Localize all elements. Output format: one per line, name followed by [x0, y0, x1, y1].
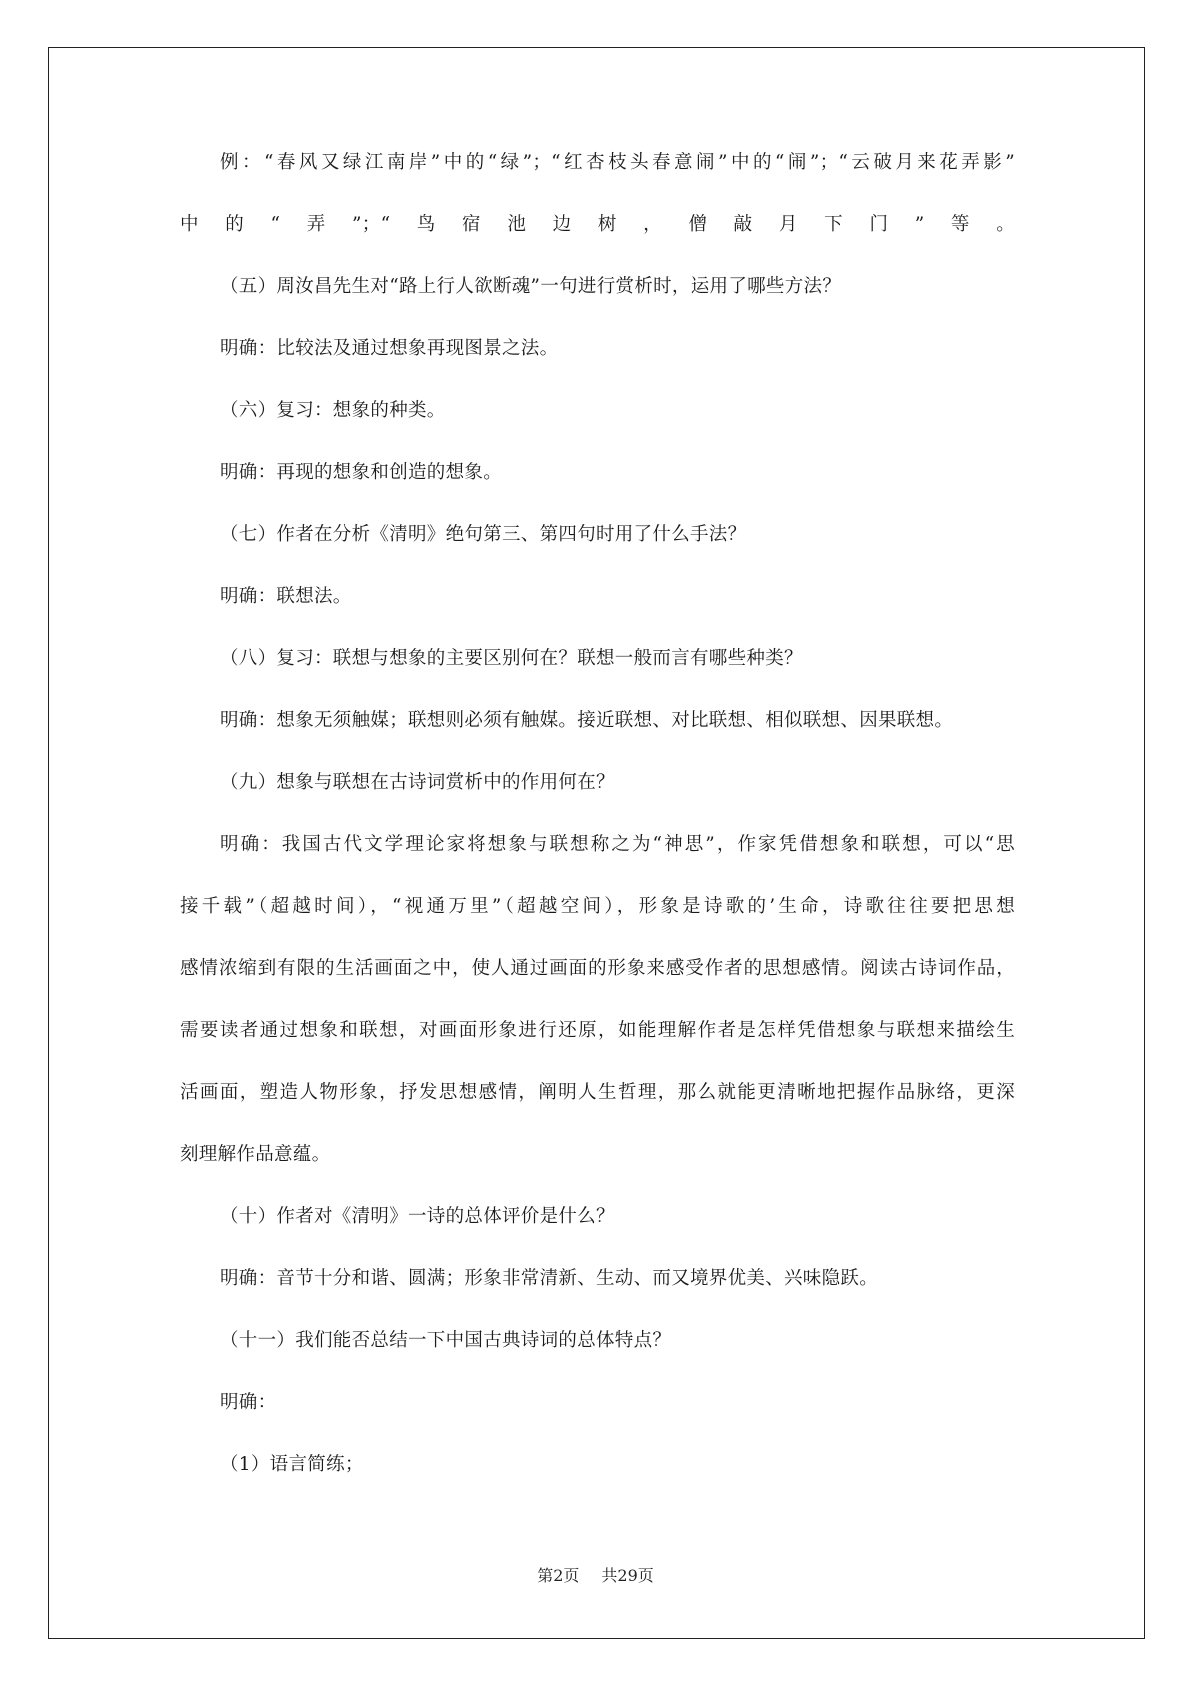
list-item: （1）语言简练； [220, 1454, 364, 1475]
question-line: （八）复习：联想与想象的主要区别何在？联想一般而言有哪些种类？ [220, 648, 803, 669]
question-line: （十）作者对《清明》一诗的总体评价是什么？ [220, 1206, 615, 1227]
paragraph-line: 例：“春风又绿江南岸”中的“绿”；“红杏枝头春意闹”中的“闹”；“云破月来花弄影” [220, 152, 1015, 173]
answer-line: 明确：比较法及通过想象再现图景之法。 [220, 338, 559, 359]
paragraph-line: 感情浓缩到有限的生活画面之中，使人通过画面的形象来感受作者的思想感情。阅读古诗词作品， [180, 958, 1015, 979]
answer-line: 明确：再现的想象和创造的想象。 [220, 462, 503, 483]
page-number: 第2页 [537, 1566, 580, 1585]
page-footer [0, 1565, 1191, 1587]
paragraph-line: 需要读者通过想象和联想，对画面形象进行还原，如能理解作者是怎样凭借想象与联想来描绘生 [180, 1020, 1015, 1041]
page-total: 共29页 [601, 1566, 654, 1585]
paragraph-line: 接千载”（超越时间），“视通万里”（超越空间），形象是诗歌的’生命，诗歌往往要把思想 [180, 896, 1015, 917]
paragraph-line: 中的“弄”；“鸟宿池边树，僧敲月下门”等。 [180, 214, 1015, 235]
answer-line: 明确：音节十分和谐、圆满；形象非常清新、生动、而又境界优美、兴味隐跃。 [220, 1268, 879, 1289]
question-line: （六）复习：想象的种类。 [220, 400, 446, 421]
paragraph-line: 刻理解作品意蕴。 [180, 1144, 331, 1165]
question-line: （十一）我们能否总结一下中国古典诗词的总体特点？ [220, 1330, 672, 1351]
paragraph-line: 活画面，塑造人物形象，抒发思想感情，阐明人生哲理，那么就能更清晰地把握作品脉络，更深 [180, 1082, 1015, 1103]
question-line: （五）周汝昌先生对“路上行人欲断魂”一句进行赏析时，运用了哪些方法？ [220, 276, 842, 297]
question-line: （七）作者在分析《清明》绝句第三、第四句时用了什么手法？ [220, 524, 747, 545]
answer-line: 明确：联想法。 [220, 586, 352, 607]
paragraph-line: 明确：我国古代文学理论家将想象与联想称之为“神思”，作家凭借想象和联想，可以“思 [220, 834, 1015, 855]
answer-line: 明确： [220, 1392, 277, 1413]
answer-line: 明确：想象无须触媒；联想则必须有触媒。接近联想、对比联想、相似联想、因果联想。 [220, 710, 954, 731]
question-line: （九）想象与联想在古诗词赏析中的作用何在？ [220, 772, 615, 793]
